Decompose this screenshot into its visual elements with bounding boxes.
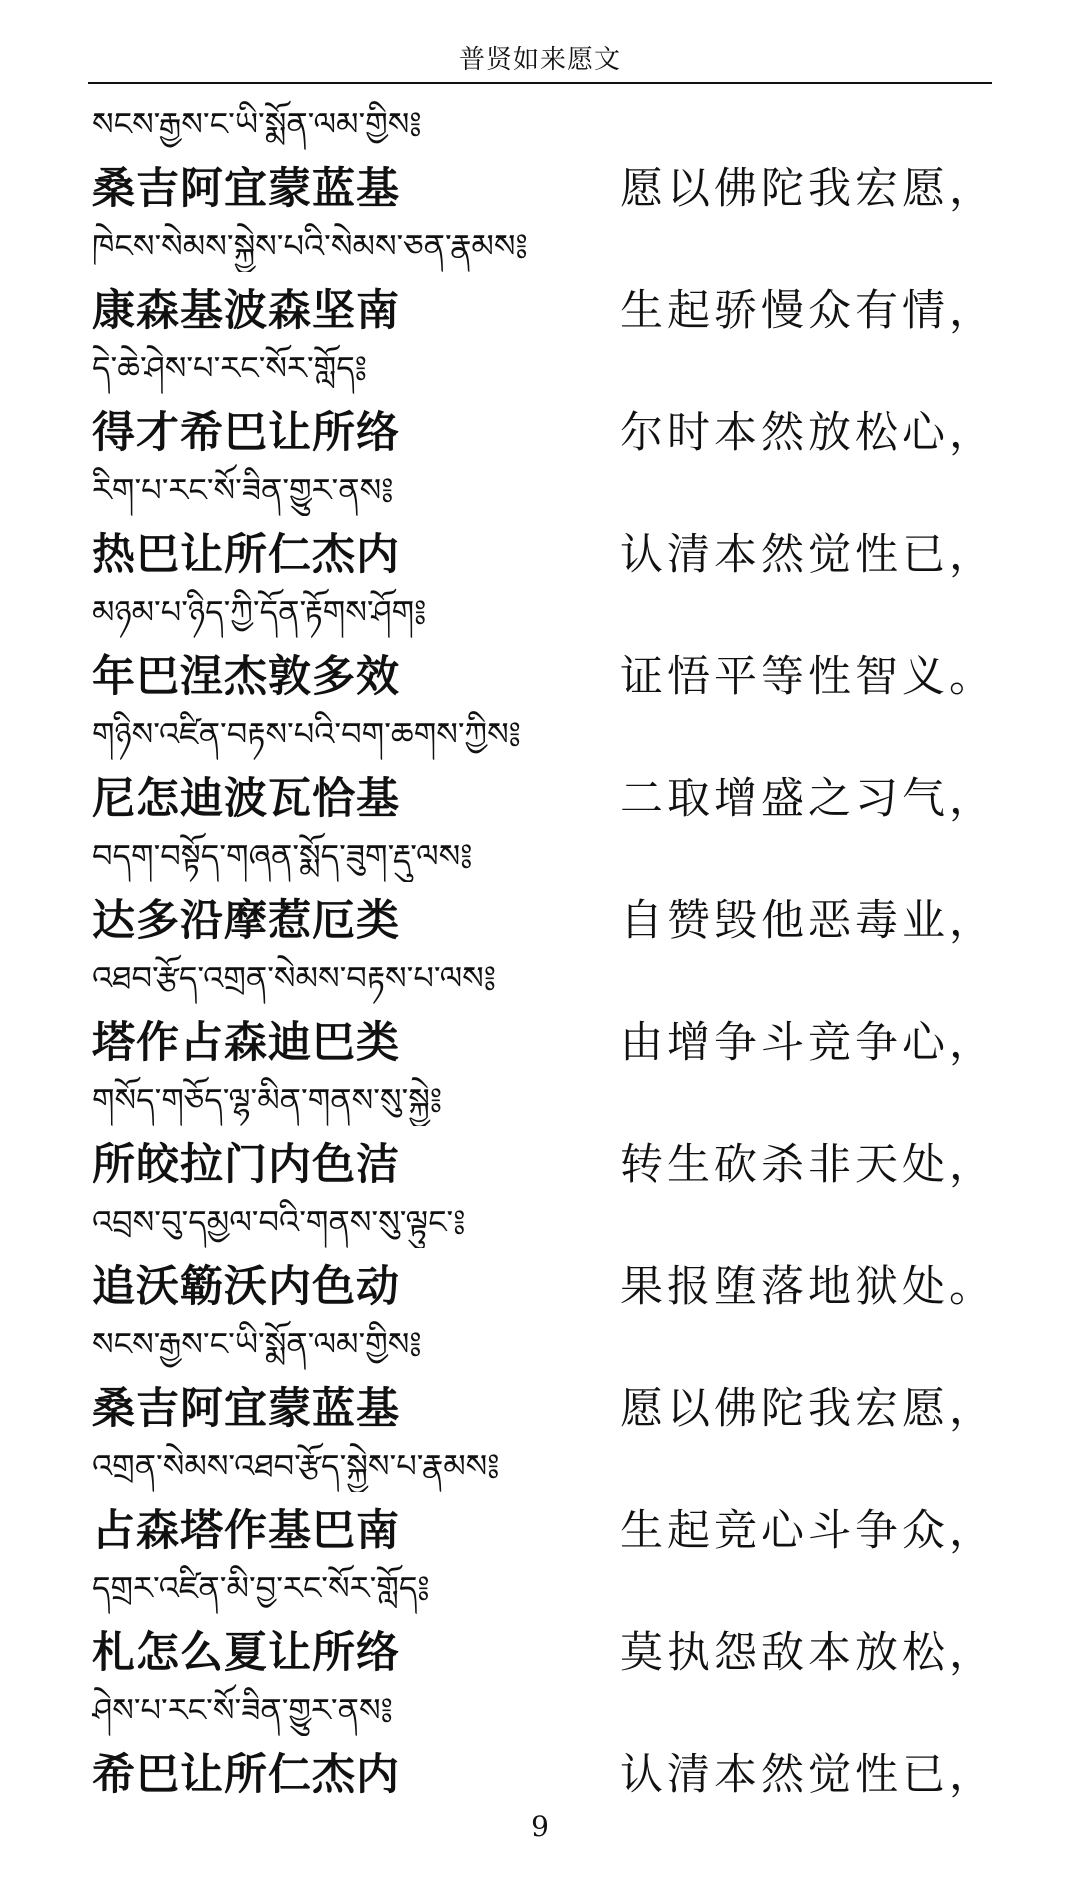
- meaning: 愿以佛陀我宏愿，: [620, 163, 996, 214]
- tibetan-line: ཤེས་པ་རང་སོ་ཟིན་གྱུར་ནས༔: [92, 1691, 393, 1729]
- meaning: 尔时本然放松心，: [620, 407, 996, 458]
- transliteration: 康森基波森坚南: [92, 285, 400, 336]
- meaning: 认清本然觉性已，: [620, 1749, 996, 1800]
- chinese-row: [92, 1614, 996, 1684]
- transliteration: 追沃簕沃内色动: [92, 1261, 400, 1312]
- transliteration: 占森塔作基巴南: [92, 1505, 400, 1556]
- chinese-row: [92, 882, 996, 952]
- verse: [92, 1196, 996, 1318]
- verse: [92, 1684, 996, 1806]
- chinese-row: [92, 1492, 996, 1562]
- meaning: 生起竞心斗争众，: [620, 1505, 996, 1556]
- chinese-row: [92, 760, 996, 830]
- verse: [92, 98, 996, 220]
- transliteration: 热巴让所仁杰内: [92, 529, 400, 580]
- transliteration: 达多沿摩惹厄类: [92, 895, 400, 946]
- transliteration: 希巴让所仁杰内: [92, 1749, 400, 1800]
- meaning: 认清本然觉性已，: [620, 529, 996, 580]
- tibetan-line: མཉམ་པ་ཉིད་ཀྱི་དོན་རྟོགས་ཤོག༔: [92, 593, 427, 631]
- transliteration: 年巴涅杰敦多效: [92, 651, 400, 702]
- chinese-row: [92, 1370, 996, 1440]
- transliteration: 得才希巴让所络: [92, 407, 400, 458]
- meaning: 转生砍杀非天处，: [620, 1139, 996, 1190]
- tibetan-line: གསོད་གཅོད་ལྷ་མིན་གནས་སུ་སྐྱེ༔: [92, 1081, 443, 1119]
- verse: [92, 1562, 996, 1684]
- chinese-row: [92, 1248, 996, 1318]
- tibetan-line: འགྲན་སེམས་འཐབ་རྩོད་སྐྱེས་པ་རྣམས༔: [92, 1447, 500, 1485]
- tibetan-line: སངས་རྒྱས་ང་ཡི་སྨོན་ལམ་གྱིས༔: [92, 105, 422, 143]
- tibetan-line: འཐབ་རྩོད་འགྲན་སེམས་བརྟས་པ་ལས༔: [92, 959, 496, 997]
- tibetan-line: བདག་བསྟོད་གཞན་སྨོད་ཟུག་རྡུ་ལས༔: [92, 837, 473, 875]
- tibetan-line: དགྲར་འཛིན་མི་བྱ་རང་སོར་གློད༔: [92, 1569, 430, 1607]
- chinese-row: [92, 150, 996, 220]
- verse: [92, 220, 996, 342]
- chinese-row: [92, 272, 996, 342]
- tibetan-line: ཁེངས་སེམས་སྐྱེས་པའི་སེམས་ཅན་རྣམས༔: [92, 227, 528, 265]
- chinese-row: [92, 1126, 996, 1196]
- verse: [92, 464, 996, 586]
- verse: [92, 1318, 996, 1440]
- verse: [92, 342, 996, 464]
- tibetan-line: འབྲས་བུ་དམྱལ་བའི་གནས་སུ་ལྟུང་༔: [92, 1203, 466, 1241]
- page-header: [88, 38, 992, 84]
- tibetan-line: གཉིས་འཛིན་བརྟས་པའི་བག་ཆགས་ཀྱིས༔: [92, 715, 521, 753]
- verse-list: [92, 98, 996, 1806]
- meaning: 二取增盛之习气，: [620, 773, 996, 824]
- meaning: 莫执怨敌本放松，: [620, 1627, 996, 1678]
- chinese-row: [92, 638, 996, 708]
- meaning: 生起骄慢众有情，: [620, 285, 996, 336]
- transliteration: 所皎拉门内色洁: [92, 1139, 400, 1190]
- verse: [92, 952, 996, 1074]
- transliteration: 塔作占森迪巴类: [92, 1017, 400, 1068]
- chinese-row: [92, 394, 996, 464]
- tibetan-line: སངས་རྒྱས་ང་ཡི་སྨོན་ལམ་གྱིས༔: [92, 1325, 422, 1363]
- transliteration: 札怎么夏让所络: [92, 1627, 400, 1678]
- transliteration: 桑吉阿宜蒙蓝基: [92, 1383, 400, 1434]
- chinese-row: [92, 1004, 996, 1074]
- meaning: 果报堕落地狱处。: [620, 1261, 996, 1312]
- document-title: 普贤如来愿文: [458, 45, 621, 75]
- meaning: 证悟平等性智义。: [620, 651, 996, 702]
- meaning: 愿以佛陀我宏愿，: [620, 1383, 996, 1434]
- meaning: 由增争斗竞争心，: [620, 1017, 996, 1068]
- verse: [92, 708, 996, 830]
- chinese-row: [92, 516, 996, 586]
- verse: [92, 1440, 996, 1562]
- meaning: 自赞毁他恶毒业，: [620, 895, 996, 946]
- verse: [92, 586, 996, 708]
- transliteration: 桑吉阿宜蒙蓝基: [92, 163, 400, 214]
- chinese-row: [92, 1736, 996, 1806]
- verse: [92, 1074, 996, 1196]
- tibetan-line: དེ་ཆེ་ཤེས་པ་རང་སོར་གློད༔: [92, 349, 367, 387]
- page-number: 9: [531, 1810, 549, 1843]
- tibetan-line: རིག་པ་རང་སོ་ཟིན་གྱུར་ནས༔: [92, 471, 394, 509]
- verse: [92, 830, 996, 952]
- transliteration: 尼怎迪波瓦恰基: [92, 773, 400, 824]
